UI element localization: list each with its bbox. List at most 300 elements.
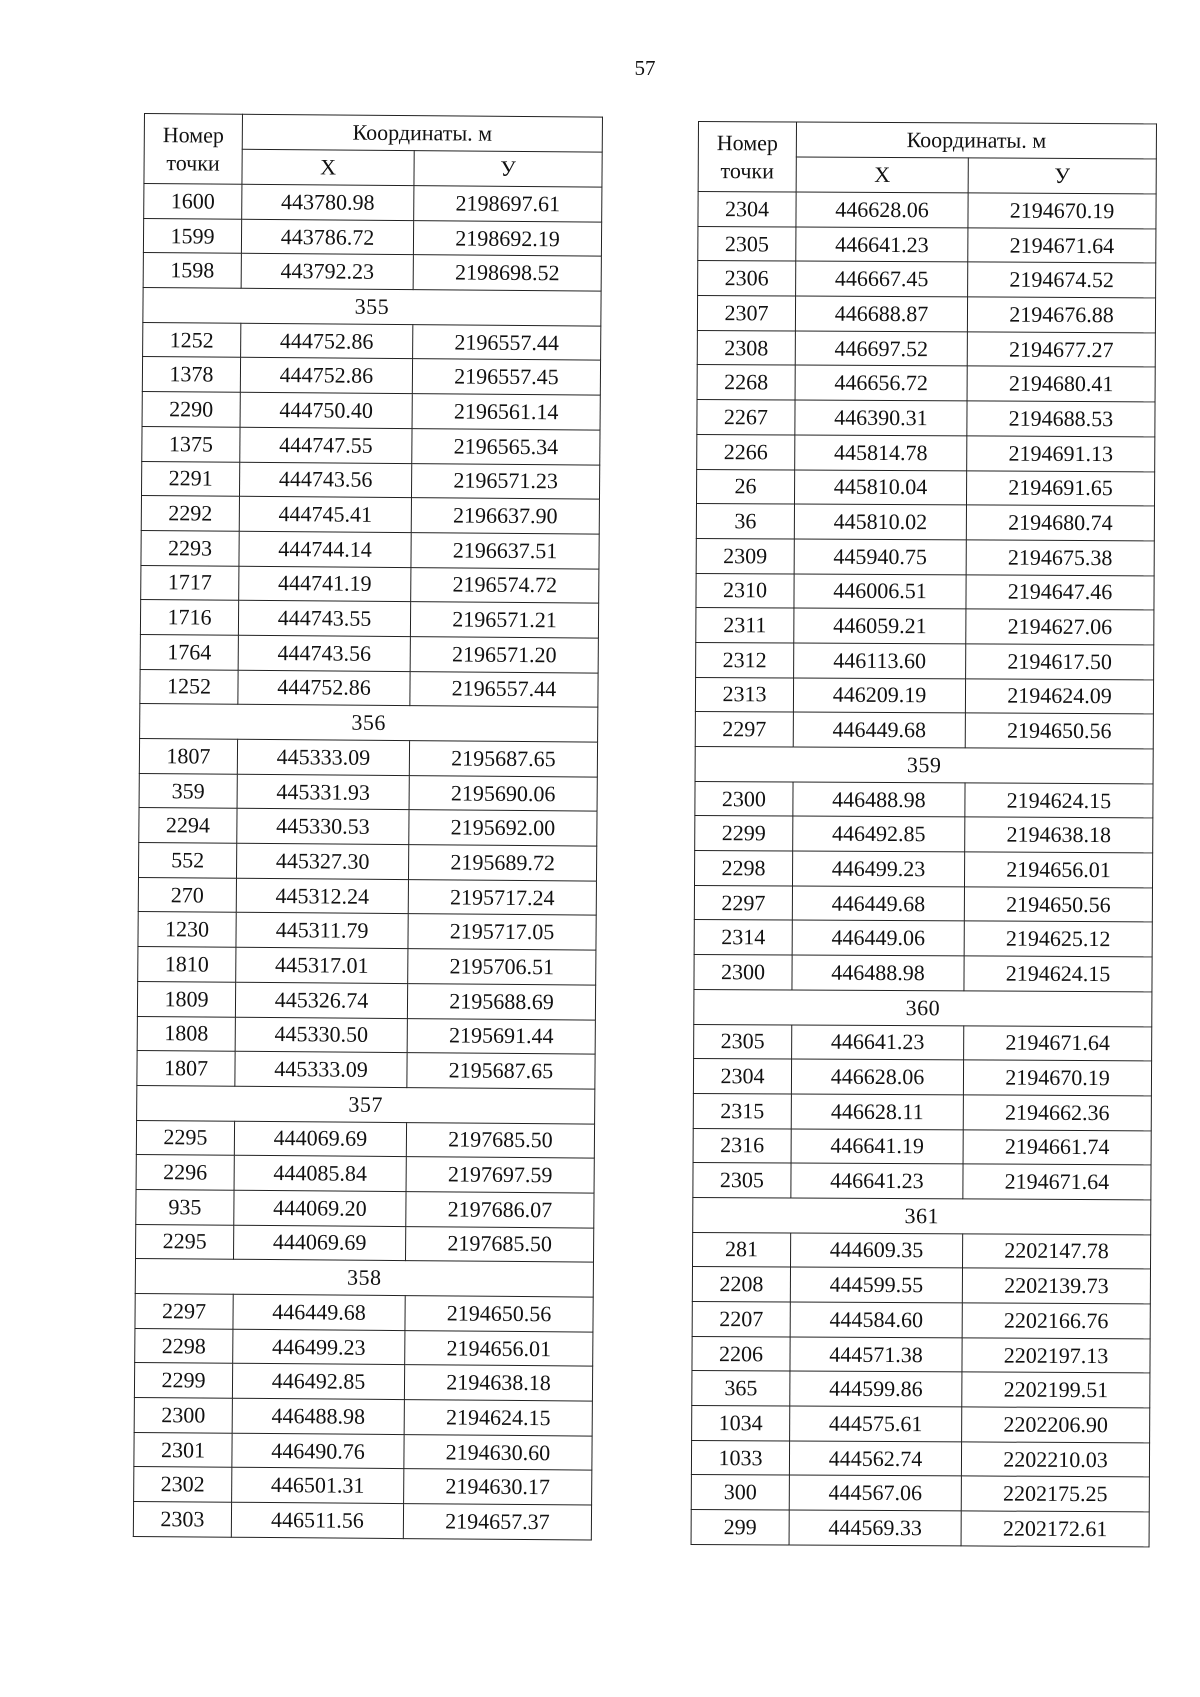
- table-row: [691, 1510, 1149, 1547]
- y-coordinate-cell: 2194657.37: [403, 1504, 591, 1540]
- y-coordinate-cell: 2194650.56: [965, 713, 1153, 749]
- y-coordinate-cell: 2194625.12: [964, 921, 1152, 957]
- point-number-cell: 2297: [135, 1293, 233, 1328]
- point-number-cell: 2295: [136, 1224, 234, 1259]
- section-number: 360: [694, 989, 1152, 1026]
- point-number-cell: 2311: [696, 608, 794, 643]
- point-number-cell: 1252: [140, 669, 238, 704]
- point-number-cell: 2304: [698, 192, 796, 227]
- x-coordinate-cell: 446449.68: [233, 1294, 405, 1330]
- table-row: [144, 184, 602, 222]
- y-coordinate-cell: 2198692.19: [413, 220, 601, 256]
- point-number-cell: 2295: [136, 1120, 234, 1155]
- table-row: [693, 1059, 1151, 1096]
- table-row: [142, 357, 600, 395]
- y-coordinate-cell: 2196571.21: [410, 602, 598, 638]
- point-number-cell: 2312: [696, 642, 794, 677]
- table-row: [695, 781, 1153, 818]
- section-row: [135, 1259, 593, 1297]
- y-coordinate-cell: 2194662.36: [963, 1095, 1151, 1131]
- y-coordinate-cell: 2194630.60: [404, 1434, 592, 1470]
- y-coordinate-cell: 2202172.61: [961, 1511, 1149, 1547]
- y-coordinate-cell: 2194638.18: [404, 1365, 592, 1401]
- x-coordinate-cell: 446488.98: [792, 955, 964, 991]
- point-number-cell: 2298: [694, 851, 792, 886]
- y-coordinate-cell: 2194688.53: [967, 401, 1155, 437]
- x-coordinate-cell: 446628.06: [796, 192, 968, 228]
- point-number-cell: 1810: [138, 947, 236, 982]
- point-number-cell: 1716: [140, 600, 238, 635]
- x-coordinate-cell: 445810.02: [794, 504, 966, 540]
- table-row: [142, 392, 600, 430]
- x-coordinate-cell: 446449.68: [793, 712, 965, 748]
- table-body: [133, 184, 602, 1540]
- table-row: [694, 1024, 1152, 1061]
- table-row: [691, 1440, 1149, 1477]
- x-coordinate-cell: 444747.55: [240, 427, 412, 463]
- point-number-cell: 1034: [692, 1406, 790, 1441]
- y-coordinate-cell: 2194624.15: [404, 1400, 592, 1436]
- x-coordinate-cell: 446499.23: [792, 851, 964, 887]
- section-number: 358: [135, 1259, 593, 1297]
- y-coordinate-cell: 2194624.15: [965, 783, 1153, 819]
- point-number-cell: 2308: [697, 330, 795, 365]
- y-coordinate-cell: 2195690.06: [409, 775, 597, 811]
- table-row: [696, 469, 1154, 506]
- section-row: [693, 1197, 1151, 1234]
- x-coordinate-cell: 446449.68: [792, 886, 964, 922]
- table-row: [139, 773, 597, 811]
- table-row: [136, 1189, 594, 1227]
- section-number: 361: [693, 1197, 1151, 1234]
- y-coordinate-cell: 2194671.64: [963, 1164, 1151, 1200]
- table-row: [696, 608, 1154, 645]
- point-number-cell: 2309: [696, 538, 794, 573]
- y-coordinate-cell: 2196557.44: [410, 671, 598, 707]
- x-coordinate-cell: 444575.61: [790, 1406, 962, 1442]
- y-coordinate-cell: 2194624.15: [964, 956, 1152, 992]
- table-row: [138, 843, 596, 881]
- point-number-cell: 2314: [694, 920, 792, 955]
- point-number-cell: 2291: [141, 461, 239, 496]
- x-coordinate-cell: 446492.85: [232, 1364, 404, 1400]
- x-coordinate-cell: 445312.24: [236, 878, 408, 914]
- point-number-cell: 1252: [143, 322, 241, 357]
- table-row: [136, 1224, 594, 1262]
- point-number-cell: 2206: [692, 1336, 790, 1371]
- coordinates-table-right: [691, 121, 1157, 1547]
- x-coordinate-cell: 445940.75: [794, 539, 966, 575]
- x-coordinate-cell: 446006.51: [794, 574, 966, 610]
- table-row: [693, 1093, 1151, 1130]
- table-row: [693, 1163, 1151, 1200]
- point-number-cell: 1764: [140, 634, 238, 669]
- table-row: [693, 1232, 1151, 1269]
- y-header: У: [968, 158, 1156, 194]
- table-row: [140, 634, 598, 672]
- table-row: [695, 677, 1153, 714]
- y-coordinate-cell: 2202199.51: [962, 1372, 1150, 1408]
- x-coordinate-cell: 446697.52: [795, 331, 967, 367]
- y-coordinate-cell: 2194661.74: [963, 1129, 1151, 1165]
- x-coordinate-cell: 444743.56: [238, 635, 410, 671]
- table-row: [692, 1371, 1150, 1408]
- x-coordinate-cell: 444571.38: [790, 1337, 962, 1373]
- table-row: [138, 877, 596, 915]
- table-row: [697, 330, 1155, 367]
- point-number-cell: 2298: [135, 1328, 233, 1363]
- point-number-cell: 2297: [695, 712, 793, 747]
- y-coordinate-cell: 2194638.18: [965, 817, 1153, 853]
- x-coordinate-cell: 446641.23: [796, 227, 968, 263]
- x-coordinate-cell: 446688.87: [795, 296, 967, 332]
- table-body: [691, 192, 1156, 1547]
- table-row: [698, 226, 1156, 263]
- table-row: [134, 1398, 592, 1436]
- table-row: [695, 712, 1153, 749]
- x-coordinate-cell: 444567.06: [789, 1475, 961, 1511]
- x-coordinate-cell: 444752.86: [241, 323, 413, 359]
- y-coordinate-cell: 2194656.01: [405, 1330, 593, 1366]
- point-number-cell: 2207: [692, 1301, 790, 1336]
- x-coordinate-cell: 445327.30: [236, 843, 408, 879]
- table-row: [143, 218, 601, 256]
- x-coordinate-cell: 444750.40: [240, 392, 412, 428]
- point-number-cell: 36: [696, 504, 794, 539]
- table-row: [698, 261, 1156, 298]
- point-number-cell: 365: [692, 1371, 790, 1406]
- table-row: [135, 1328, 593, 1366]
- table-row: [137, 981, 595, 1019]
- y-coordinate-cell: 2196574.72: [411, 567, 599, 603]
- point-number-cell: 26: [696, 469, 794, 504]
- point-number-cell: 2300: [694, 955, 792, 990]
- x-header: X: [796, 157, 968, 193]
- point-number-cell: 2302: [134, 1467, 232, 1502]
- point-number-cell: 1598: [143, 253, 241, 288]
- point-number-cell: 300: [691, 1475, 789, 1510]
- x-coordinate-cell: 444069.69: [234, 1121, 406, 1157]
- point-number-cell: 552: [138, 843, 236, 878]
- point-number-cell: 2266: [697, 434, 795, 469]
- x-coordinate-cell: 446667.45: [796, 261, 968, 297]
- section-row: [137, 1085, 595, 1123]
- point-number-cell: 2310: [696, 573, 794, 608]
- x-header: X: [242, 149, 414, 185]
- table-row: [692, 1406, 1150, 1443]
- y-coordinate-cell: 2196637.90: [411, 498, 599, 534]
- point-number-header: Номер точки: [698, 122, 796, 193]
- x-coordinate-cell: 445330.53: [237, 809, 409, 845]
- section-row: [695, 746, 1153, 783]
- y-coordinate-cell: 2196565.34: [412, 428, 600, 464]
- point-number-cell: 281: [693, 1232, 791, 1267]
- point-number-cell: 2316: [693, 1128, 791, 1163]
- y-coordinate-cell: 2195689.72: [408, 845, 596, 881]
- y-coordinate-cell: 2197685.50: [405, 1226, 593, 1262]
- point-number-cell: 1033: [691, 1440, 789, 1475]
- x-coordinate-cell: 445810.04: [794, 470, 966, 506]
- y-header: У: [414, 151, 602, 187]
- x-coordinate-cell: 446511.56: [231, 1502, 403, 1538]
- table-row: [134, 1432, 592, 1470]
- table-row: [141, 530, 599, 568]
- x-coordinate-cell: 443780.98: [242, 184, 414, 220]
- x-coordinate-cell: 446449.06: [792, 920, 964, 956]
- y-coordinate-cell: 2195691.44: [407, 1018, 595, 1054]
- table-row: [138, 912, 596, 950]
- table-row: [141, 565, 599, 603]
- y-coordinate-cell: 2194691.13: [967, 436, 1155, 472]
- table-row: [694, 920, 1152, 957]
- point-number-cell: 2294: [139, 808, 237, 843]
- y-coordinate-cell: 2202206.90: [962, 1407, 1150, 1443]
- y-coordinate-cell: 2194656.01: [964, 852, 1152, 888]
- y-coordinate-cell: 2202166.76: [962, 1303, 1150, 1339]
- x-coordinate-cell: 444752.86: [240, 358, 412, 394]
- y-coordinate-cell: 2197686.07: [406, 1192, 594, 1228]
- point-number-cell: 2305: [693, 1163, 791, 1198]
- section-number: 359: [695, 746, 1153, 783]
- y-coordinate-cell: 2198698.52: [413, 255, 601, 291]
- table-row: [133, 1502, 591, 1540]
- point-number-cell: 1807: [139, 738, 237, 773]
- point-number-cell: 2306: [698, 261, 796, 296]
- x-coordinate-cell: 446488.98: [793, 782, 965, 818]
- x-coordinate-cell: 444609.35: [790, 1233, 962, 1269]
- y-coordinate-cell: 2194624.09: [965, 679, 1153, 715]
- y-coordinate-cell: 2198697.61: [414, 186, 602, 222]
- y-coordinate-cell: 2196571.20: [410, 637, 598, 673]
- x-coordinate-cell: 444584.60: [790, 1302, 962, 1338]
- point-number-cell: 2208: [692, 1267, 790, 1302]
- point-number-cell: 2300: [134, 1398, 232, 1433]
- coordinates-header: Координаты. м: [242, 114, 602, 152]
- point-number-cell: 1717: [141, 565, 239, 600]
- y-coordinate-cell: 2194671.64: [968, 228, 1156, 264]
- point-number-cell: 2304: [693, 1059, 791, 1094]
- point-number-cell: 1375: [142, 426, 240, 461]
- point-number-cell: 2300: [695, 781, 793, 816]
- point-number-cell: 935: [136, 1189, 234, 1224]
- x-coordinate-cell: 446059.21: [794, 608, 966, 644]
- table-row: [694, 955, 1152, 992]
- table-row: [696, 538, 1154, 575]
- coordinates-header: Координаты. м: [796, 122, 1156, 159]
- x-coordinate-cell: 445333.09: [235, 1051, 407, 1087]
- y-coordinate-cell: 2202197.13: [962, 1338, 1150, 1374]
- table-row: [141, 461, 599, 499]
- y-coordinate-cell: 2197697.59: [406, 1157, 594, 1193]
- y-coordinate-cell: 2194670.19: [968, 193, 1156, 229]
- x-coordinate-cell: 446501.31: [232, 1468, 404, 1504]
- y-coordinate-cell: 2196557.44: [413, 324, 601, 360]
- table-header: [144, 114, 603, 188]
- x-coordinate-cell: 446641.19: [791, 1129, 963, 1165]
- y-coordinate-cell: 2195692.00: [409, 810, 597, 846]
- x-coordinate-cell: 444745.41: [239, 496, 411, 532]
- table-row: [143, 322, 601, 360]
- point-number-cell: 1600: [144, 184, 242, 219]
- y-coordinate-cell: 2202175.25: [961, 1476, 1149, 1512]
- x-coordinate-cell: 444069.20: [234, 1190, 406, 1226]
- y-coordinate-cell: 2194674.52: [968, 262, 1156, 298]
- table-row: [140, 669, 598, 707]
- y-coordinate-cell: 2194630.17: [404, 1469, 592, 1505]
- point-number-cell: 2305: [698, 226, 796, 261]
- y-coordinate-cell: 2196557.45: [412, 359, 600, 395]
- y-coordinate-cell: 2194650.56: [964, 887, 1152, 923]
- table-row: [137, 1051, 595, 1089]
- point-number-cell: 1809: [137, 981, 235, 1016]
- x-coordinate-cell: 444085.84: [234, 1155, 406, 1191]
- section-number: 355: [143, 288, 601, 326]
- table-row: [692, 1336, 1150, 1373]
- y-coordinate-cell: 2194617.50: [966, 644, 1154, 680]
- table-row: [136, 1155, 594, 1193]
- y-coordinate-cell: 2194650.56: [405, 1296, 593, 1332]
- section-row: [694, 989, 1152, 1026]
- x-coordinate-cell: 444743.55: [238, 601, 410, 637]
- table-row: [139, 808, 597, 846]
- table-row: [139, 738, 597, 776]
- y-coordinate-cell: 2194680.74: [966, 505, 1154, 541]
- x-coordinate-cell: 445311.79: [236, 913, 408, 949]
- table-row: [138, 947, 596, 985]
- point-number-cell: 299: [691, 1510, 789, 1545]
- point-number-cell: 2292: [141, 496, 239, 531]
- x-coordinate-cell: 444743.56: [239, 462, 411, 498]
- y-coordinate-cell: 2202139.73: [962, 1268, 1150, 1304]
- y-coordinate-cell: 2197685.50: [406, 1122, 594, 1158]
- table-row: [694, 885, 1152, 922]
- x-coordinate-cell: 445814.78: [795, 435, 967, 471]
- y-coordinate-cell: 2195706.51: [408, 949, 596, 985]
- x-coordinate-cell: 444569.33: [789, 1510, 961, 1546]
- x-coordinate-cell: 444599.86: [790, 1371, 962, 1407]
- y-coordinate-cell: 2194627.06: [966, 609, 1154, 645]
- table-row: [697, 296, 1155, 333]
- table-row: [137, 1016, 595, 1054]
- y-coordinate-cell: 2194675.38: [966, 540, 1154, 576]
- point-number-cell: 2267: [697, 400, 795, 435]
- x-coordinate-cell: 446490.76: [232, 1433, 404, 1469]
- table-row: [135, 1293, 593, 1331]
- point-number-cell: 2305: [694, 1024, 792, 1059]
- point-number-cell: 1378: [142, 357, 240, 392]
- y-coordinate-cell: 2194691.65: [966, 470, 1154, 506]
- table-row: [693, 1128, 1151, 1165]
- y-coordinate-cell: 2195717.05: [408, 914, 596, 950]
- x-coordinate-cell: 445331.93: [237, 774, 409, 810]
- section-row: [143, 288, 601, 326]
- point-number-cell: 1230: [138, 912, 236, 947]
- point-number-cell: 2315: [693, 1093, 791, 1128]
- x-coordinate-cell: 446492.85: [793, 816, 965, 852]
- x-coordinate-cell: 446499.23: [233, 1329, 405, 1365]
- x-coordinate-cell: 444744.14: [239, 531, 411, 567]
- y-coordinate-cell: 2195688.69: [407, 983, 595, 1019]
- table-row: [136, 1120, 594, 1158]
- point-number-cell: 2297: [694, 885, 792, 920]
- x-coordinate-cell: 443786.72: [241, 219, 413, 255]
- y-coordinate-cell: 2194647.46: [966, 574, 1154, 610]
- x-coordinate-cell: 444752.86: [238, 670, 410, 706]
- y-coordinate-cell: 2196571.23: [411, 463, 599, 499]
- point-number-cell: 2303: [133, 1502, 231, 1537]
- x-coordinate-cell: 445317.01: [236, 947, 408, 983]
- page-number: 57: [634, 56, 656, 80]
- y-coordinate-cell: 2194677.27: [967, 332, 1155, 368]
- y-coordinate-cell: 2195717.24: [408, 879, 596, 915]
- table-row: [142, 426, 600, 464]
- y-coordinate-cell: 2202210.03: [961, 1442, 1149, 1478]
- table-row: [698, 192, 1156, 229]
- point-number-cell: 2301: [134, 1432, 232, 1467]
- table-row: [697, 400, 1155, 437]
- x-coordinate-cell: 446209.19: [793, 678, 965, 714]
- y-coordinate-cell: 2196637.51: [411, 532, 599, 568]
- table-row: [140, 600, 598, 638]
- x-coordinate-cell: 444069.69: [233, 1225, 405, 1261]
- section-row: [140, 704, 598, 742]
- point-number-cell: 1807: [137, 1051, 235, 1086]
- table-row: [692, 1301, 1150, 1338]
- point-number-cell: 2268: [697, 365, 795, 400]
- x-coordinate-cell: 444741.19: [239, 566, 411, 602]
- table-row: [696, 573, 1154, 610]
- y-coordinate-cell: 2202147.78: [962, 1234, 1150, 1270]
- y-coordinate-cell: 2194676.88: [967, 297, 1155, 333]
- x-coordinate-cell: 443792.23: [241, 254, 413, 290]
- y-coordinate-cell: 2196561.14: [412, 394, 600, 430]
- point-number-cell: 359: [139, 773, 237, 808]
- point-number-cell: 2299: [134, 1363, 232, 1398]
- x-coordinate-cell: 446113.60: [794, 643, 966, 679]
- table-row: [692, 1267, 1150, 1304]
- table-row: [696, 504, 1154, 541]
- x-coordinate-cell: 444599.55: [790, 1267, 962, 1303]
- table-row: [134, 1467, 592, 1505]
- x-coordinate-cell: 445333.09: [237, 739, 409, 775]
- table-row: [141, 496, 599, 534]
- table-row: [695, 816, 1153, 853]
- table-row: [691, 1475, 1149, 1512]
- table-header: [698, 122, 1156, 194]
- point-number-header: Номер точки: [144, 114, 243, 185]
- x-coordinate-cell: 446628.06: [791, 1059, 963, 1095]
- y-coordinate-cell: 2194670.19: [963, 1060, 1151, 1096]
- point-number-cell: 2290: [142, 392, 240, 427]
- x-coordinate-cell: 446641.23: [791, 1163, 963, 1199]
- y-coordinate-cell: 2194671.64: [964, 1025, 1152, 1061]
- point-number-cell: 1808: [137, 1016, 235, 1051]
- coordinates-table-left: [133, 113, 603, 1540]
- section-number: 356: [140, 704, 598, 742]
- y-coordinate-cell: 2195687.65: [409, 741, 597, 777]
- table-row: [134, 1363, 592, 1401]
- x-coordinate-cell: 445326.74: [235, 982, 407, 1018]
- table-row: [697, 434, 1155, 471]
- table-row: [143, 253, 601, 291]
- point-number-cell: 2307: [697, 296, 795, 331]
- x-coordinate-cell: 446488.98: [232, 1398, 404, 1434]
- x-coordinate-cell: 446390.31: [795, 400, 967, 436]
- y-coordinate-cell: 2195687.65: [407, 1053, 595, 1089]
- table-row: [697, 365, 1155, 402]
- point-number-cell: 1599: [143, 218, 241, 253]
- x-coordinate-cell: 445330.50: [235, 1017, 407, 1053]
